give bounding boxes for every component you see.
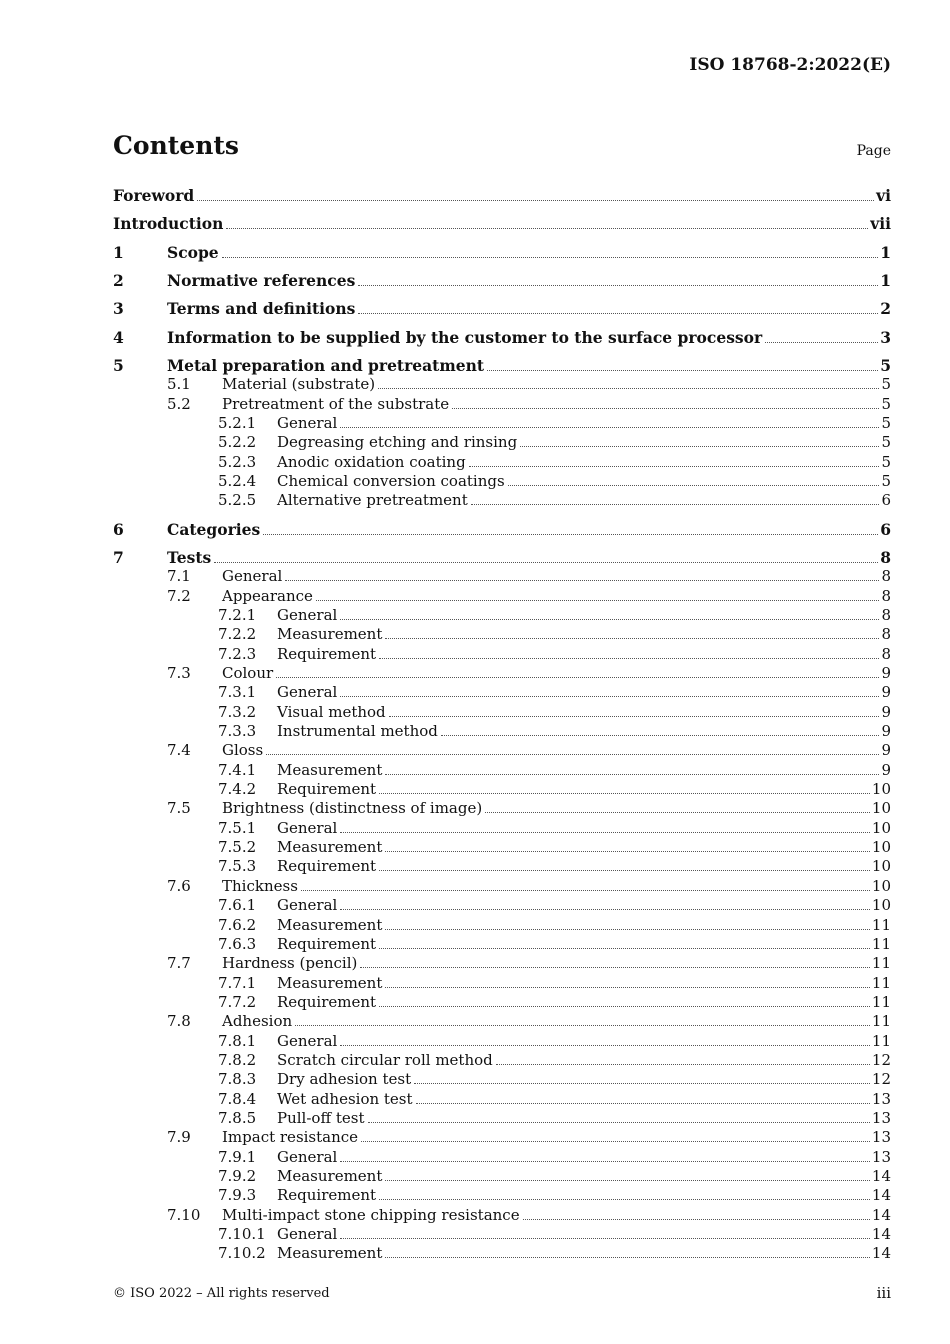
toc-entry-title: Colour (222, 663, 274, 682)
dot-leader (263, 533, 878, 535)
toc-entry-title: Terms and definitions (167, 299, 356, 319)
toc-entry-page: 8 (881, 586, 891, 605)
toc-entry-number: 7.8.5 (218, 1109, 257, 1127)
dot-leader (379, 657, 879, 659)
toc-entry[interactable] (113, 186, 891, 205)
page-title: Contents (113, 131, 240, 160)
toc-entry-title: Measurement (277, 1167, 383, 1186)
toc-entry-page: 14 (871, 1244, 891, 1263)
toc-entry-title: Tests (167, 547, 212, 567)
toc-entry-title: Requirement (277, 780, 377, 799)
toc-entry-title: Measurement (277, 760, 383, 779)
toc-entry[interactable] (113, 838, 891, 857)
toc-entry[interactable] (113, 664, 891, 683)
toc-entry-title: Brightness (distinctness of image) (222, 799, 483, 818)
toc-entry-page: 14 (871, 1225, 891, 1244)
toc-entry-title: Measurement (277, 915, 383, 934)
toc-entry-title: General (277, 683, 338, 702)
dot-leader (285, 579, 879, 581)
toc-entry[interactable] (113, 1148, 891, 1167)
toc-entry-number: 3 (113, 299, 124, 319)
dot-leader (385, 1179, 870, 1181)
toc-entry[interactable] (113, 606, 891, 625)
toc-entry-page: 11 (871, 1012, 891, 1031)
toc-entry-number: 7.8.1 (218, 1031, 257, 1050)
toc-entry-number: 7.5.3 (218, 857, 257, 876)
toc-entry-title: Anodic oxidation coating (277, 452, 466, 471)
toc-entry-title: Scratch circular roll method (277, 1050, 493, 1069)
toc-entry-title: Normative references (167, 270, 356, 290)
dot-leader (520, 445, 879, 447)
dot-leader (385, 986, 870, 988)
dot-leader (385, 850, 870, 852)
dot-leader (340, 618, 879, 620)
toc-entry[interactable] (113, 954, 891, 973)
dot-leader (358, 312, 878, 314)
toc-entry-title: General (277, 1225, 338, 1244)
toc-entry-title: Adhesion (222, 1012, 293, 1031)
toc-entry-number: 7.7 (167, 954, 191, 973)
dot-leader (197, 199, 874, 201)
toc-entry[interactable] (113, 548, 891, 567)
toc-entry-page: 5 (880, 355, 891, 375)
toc-entry-page: 1 (880, 242, 891, 262)
toc-entry-page: 10 (871, 818, 891, 837)
dot-leader (340, 1237, 870, 1239)
toc-entry-page: 11 (871, 973, 891, 992)
toc-entry[interactable] (113, 1051, 891, 1070)
toc-entry-page: 8 (881, 605, 891, 624)
dot-leader (441, 734, 880, 736)
toc-entry-title: Metal preparation and pretreatment (167, 355, 485, 375)
toc-entry[interactable] (113, 214, 891, 233)
toc-entry-page: 13 (871, 1128, 891, 1147)
toc-entry-number: 7.10.1 (218, 1225, 266, 1244)
toc-entry-page: 8 (881, 625, 891, 644)
dot-leader (214, 561, 878, 563)
toc-entry-number: 5.2.1 (218, 413, 257, 432)
toc-entry-page: 11 (871, 1031, 891, 1050)
toc-entry-title: Material (substrate) (222, 375, 376, 394)
toc-entry-number: 7.8.2 (218, 1050, 257, 1069)
toc-entry-title: Pretreatment of the substrate (222, 394, 450, 413)
toc-entry-page: 13 (871, 1109, 891, 1127)
toc-entry-title: Requirement (277, 1186, 377, 1205)
toc-entry[interactable] (113, 328, 891, 347)
toc-entry[interactable] (113, 414, 891, 433)
dot-leader (379, 947, 870, 949)
toc-entry-title: General (222, 567, 283, 586)
toc-entry[interactable] (113, 1070, 891, 1089)
dot-leader (379, 1005, 870, 1007)
dot-leader (389, 715, 880, 717)
toc-entry-page: 5 (881, 413, 891, 432)
dot-leader (266, 753, 879, 755)
toc-entry[interactable] (113, 1032, 891, 1051)
toc-entry-number: 7.8.3 (218, 1070, 257, 1089)
toc-entry-page: 14 (871, 1205, 891, 1224)
toc-entry-page: 10 (871, 876, 891, 895)
toc-entry-number: 2 (113, 270, 124, 290)
dot-leader (378, 387, 879, 389)
dot-leader (379, 1198, 870, 1200)
toc-entry-title: Information to be supplied by the customer to the surface processor (167, 327, 763, 347)
toc-entry-page: 14 (871, 1186, 891, 1205)
toc-entry-title: Requirement (277, 644, 377, 663)
toc-entry-number: 5.2.4 (218, 471, 257, 490)
toc-entry-number: 5.2.2 (218, 433, 257, 452)
dot-leader (496, 1063, 870, 1065)
dot-leader (469, 465, 880, 467)
toc-entry-page: 8 (880, 547, 891, 567)
copyright-notice: © ISO 2022 – All rights reserved (113, 1286, 330, 1301)
toc-entry-page: 5 (881, 452, 891, 471)
toc-entry-page: 11 (871, 915, 891, 934)
toc-entry-title: Chemical conversion coatings (277, 471, 505, 490)
toc-entry-page: 9 (881, 741, 891, 760)
dot-leader (452, 407, 879, 409)
toc-entry[interactable] (113, 761, 891, 780)
toc-entry-title: Alternative pretreatment (277, 491, 468, 510)
toc-entry-title: Visual method (277, 702, 386, 721)
toc-entry-page: 13 (871, 1089, 891, 1108)
toc-entry-number: 7.8 (167, 1012, 191, 1031)
toc-entry-title: General (277, 605, 338, 624)
toc-entry-number: 1 (113, 242, 124, 262)
toc-entry-title: Multi-impact stone chipping resistance (222, 1205, 520, 1224)
toc-entry-page: 5 (881, 471, 891, 490)
toc-entry-title: General (277, 1031, 338, 1050)
toc-entry-title: Introduction (113, 214, 224, 234)
toc-entry-number: 5.2 (167, 394, 191, 413)
toc-entry-number: 7.10 (167, 1205, 201, 1224)
toc-entry[interactable] (113, 299, 891, 318)
toc-entry-number: 7.9.2 (218, 1167, 257, 1186)
dot-leader (276, 676, 879, 678)
document-identifier: ISO 18768-2:2022(E) (689, 55, 891, 75)
toc-entry-page: 12 (871, 1070, 891, 1089)
toc-entry-page: 11 (871, 954, 891, 973)
toc-entry-page: 5 (881, 375, 891, 394)
toc-entry-number: 7.3.1 (218, 683, 257, 702)
toc-entry[interactable] (113, 645, 891, 664)
dot-leader (765, 341, 878, 343)
toc-entry[interactable] (113, 741, 891, 760)
toc-entry[interactable] (113, 993, 891, 1012)
toc-entry-page: 14 (871, 1167, 891, 1186)
toc-entry-number: 7.6.1 (218, 896, 257, 915)
toc-entry-title: Requirement (277, 857, 377, 876)
toc-entry[interactable] (113, 520, 891, 539)
toc-entry-page: 3 (880, 327, 891, 347)
toc-entry[interactable] (113, 491, 891, 510)
toc-entry-title: Pull-off test (277, 1109, 365, 1127)
toc-entry-title: Hardness (pencil) (222, 954, 358, 973)
dot-leader (385, 637, 879, 639)
toc-entry-number: 7.1 (167, 567, 191, 586)
toc-entry-page: 10 (871, 838, 891, 857)
toc-entry[interactable] (113, 1167, 891, 1186)
toc-entry-page: vii (870, 214, 891, 234)
toc-entry-title: General (277, 896, 338, 915)
dot-leader (414, 1082, 870, 1084)
dot-leader (385, 773, 879, 775)
toc-entry[interactable] (113, 395, 891, 414)
dot-leader (358, 284, 878, 286)
toc-entry-number: 7.2 (167, 586, 191, 605)
toc-entry-page: 11 (871, 934, 891, 953)
toc-entry-number: 6 (113, 519, 124, 539)
toc-entry[interactable] (113, 703, 891, 722)
toc-entry-title: Appearance (222, 586, 313, 605)
toc-entry[interactable] (113, 1090, 891, 1109)
toc-entry-title: Scope (167, 242, 219, 262)
toc-entry-number: 7.2.3 (218, 644, 257, 663)
toc-entry-number: 7.3 (167, 663, 191, 682)
toc-entry[interactable] (113, 877, 891, 896)
toc-entry-title: Measurement (277, 1244, 383, 1263)
toc-entry-page: 9 (881, 722, 891, 740)
toc-entry-number: 7.7.2 (218, 992, 257, 1011)
toc-entry-number: 5.2.5 (218, 491, 257, 510)
toc-entry-number: 7.4.1 (218, 760, 257, 779)
toc-entry-title: General (277, 1147, 338, 1166)
dot-leader (340, 1160, 870, 1162)
toc-entry[interactable] (113, 799, 891, 818)
toc-entry-number: 7.7.1 (218, 973, 257, 992)
toc-entry-title: Impact resistance (222, 1128, 359, 1147)
toc-entry-title: Dry adhesion test (277, 1070, 412, 1089)
toc-entry[interactable] (113, 896, 891, 915)
toc-entry[interactable] (113, 974, 891, 993)
toc-entry[interactable] (113, 243, 891, 262)
toc-entry-title: Instrumental method (277, 722, 438, 740)
toc-entry-title: Requirement (277, 992, 377, 1011)
toc-entry-page: 9 (881, 702, 891, 721)
toc-entry-page: 6 (880, 519, 891, 539)
dot-leader (379, 792, 870, 794)
toc-entry[interactable] (113, 472, 891, 491)
toc-entry-title: Measurement (277, 838, 383, 857)
dot-leader (485, 811, 870, 813)
dot-leader (487, 369, 878, 371)
toc-entry-title: Thickness (222, 876, 298, 895)
toc-entry[interactable] (113, 683, 891, 702)
toc-entry[interactable] (113, 916, 891, 935)
toc-entry[interactable] (113, 375, 891, 394)
toc-entry[interactable] (113, 625, 891, 644)
toc-entry-title: Measurement (277, 625, 383, 644)
dot-leader (360, 966, 870, 968)
toc-entry-number: 7.4 (167, 741, 191, 760)
dot-leader (226, 227, 868, 229)
toc-entry[interactable] (113, 935, 891, 954)
toc-entry-number: 7 (113, 547, 124, 567)
toc-entry-number: 7.6.2 (218, 915, 257, 934)
toc-entry-number: 7.9.1 (218, 1147, 257, 1166)
toc-entry-page: vi (876, 186, 891, 205)
toc-entry[interactable] (113, 1186, 891, 1205)
toc-entry[interactable] (113, 433, 891, 452)
dot-leader (508, 484, 880, 486)
toc-entry[interactable] (113, 1012, 891, 1031)
toc-entry-number: 7.5.1 (218, 818, 257, 837)
toc-entry-page: 5 (881, 394, 891, 413)
toc-entry[interactable] (113, 567, 891, 586)
dot-leader (222, 256, 879, 258)
toc-entry[interactable] (113, 1128, 891, 1147)
toc-entry[interactable] (113, 587, 891, 606)
dot-leader (316, 599, 880, 601)
dot-leader (301, 889, 870, 891)
toc-entry[interactable] (113, 1206, 891, 1225)
toc-entry-number: 5.1 (167, 375, 191, 394)
toc-entry[interactable] (113, 1244, 891, 1263)
toc-entry-page: 11 (871, 992, 891, 1011)
toc-entry-number: 7.2.1 (218, 605, 257, 624)
page-column-label: Page (856, 143, 891, 159)
toc-entry-page: 2 (880, 299, 891, 319)
toc-entry-page: 10 (871, 780, 891, 799)
dot-leader (385, 1256, 870, 1258)
toc-entry[interactable] (113, 271, 891, 290)
dot-leader (295, 1024, 870, 1026)
toc-entry-title: General (277, 413, 338, 432)
toc-entry-page: 10 (871, 799, 891, 818)
toc-entry[interactable] (113, 1225, 891, 1244)
toc-entry-number: 7.3.3 (218, 722, 257, 740)
toc-entry-number: 7.10.2 (218, 1244, 266, 1263)
toc-entry-title: Degreasing etching and rinsing (277, 433, 518, 452)
toc-entry-title: Measurement (277, 973, 383, 992)
dot-leader (340, 1044, 870, 1046)
dot-leader (385, 928, 870, 930)
toc-entry-page: 10 (871, 896, 891, 915)
dot-leader (471, 503, 880, 505)
toc-entry-title: Requirement (277, 934, 377, 953)
dot-leader (361, 1140, 870, 1142)
dot-leader (340, 695, 879, 697)
toc-entry-number: 7.6 (167, 876, 191, 895)
toc-entry-number: 7.8.4 (218, 1089, 257, 1108)
dot-leader (340, 831, 870, 833)
toc-entry-number: 7.5 (167, 799, 191, 818)
toc-entry-page: 9 (881, 683, 891, 702)
toc-entry[interactable] (113, 356, 891, 375)
toc-entry-page: 8 (881, 567, 891, 586)
dot-leader (340, 426, 879, 428)
toc-entry[interactable] (113, 857, 891, 876)
toc-entry-number: 7.2.2 (218, 625, 257, 644)
dot-leader (368, 1121, 870, 1123)
toc-entry[interactable] (113, 453, 891, 472)
dot-leader (379, 869, 870, 871)
toc-entry-page: 6 (881, 491, 891, 510)
toc-entry-page: 9 (881, 760, 891, 779)
dot-leader (523, 1218, 870, 1220)
toc-entry-number: 7.9 (167, 1128, 191, 1147)
toc-entry[interactable] (113, 722, 891, 741)
toc-entry-title: General (277, 818, 338, 837)
toc-entry-page: 1 (880, 270, 891, 290)
toc-entry-page: 9 (881, 663, 891, 682)
toc-entry-page: 8 (881, 644, 891, 663)
toc-entry-title: Wet adhesion test (277, 1089, 413, 1108)
toc-entry-number: 5.2.3 (218, 452, 257, 471)
toc-entry-title: Categories (167, 519, 261, 539)
toc-entry-number: 7.4.2 (218, 780, 257, 799)
toc-entry-page: 10 (871, 857, 891, 876)
toc-entry-number: 7.5.2 (218, 838, 257, 857)
toc-entry[interactable] (113, 1109, 891, 1128)
toc-entry-title: Foreword (113, 186, 195, 205)
dot-leader (416, 1102, 870, 1104)
toc-entry-number: 7.6.3 (218, 934, 257, 953)
dot-leader (340, 908, 870, 910)
toc-entry-page: 5 (881, 433, 891, 452)
toc-entry-title: Gloss (222, 741, 264, 760)
toc-entry-page: 12 (871, 1050, 891, 1069)
toc-entry-page: 13 (871, 1147, 891, 1166)
toc-entry-number: 5 (113, 355, 124, 375)
toc-entry[interactable] (113, 819, 891, 838)
page-number: iii (876, 1284, 891, 1302)
toc-entry-number: 7.3.2 (218, 702, 257, 721)
toc-entry[interactable] (113, 780, 891, 799)
toc-entry-number: 7.9.3 (218, 1186, 257, 1205)
toc-entry-number: 4 (113, 327, 124, 347)
